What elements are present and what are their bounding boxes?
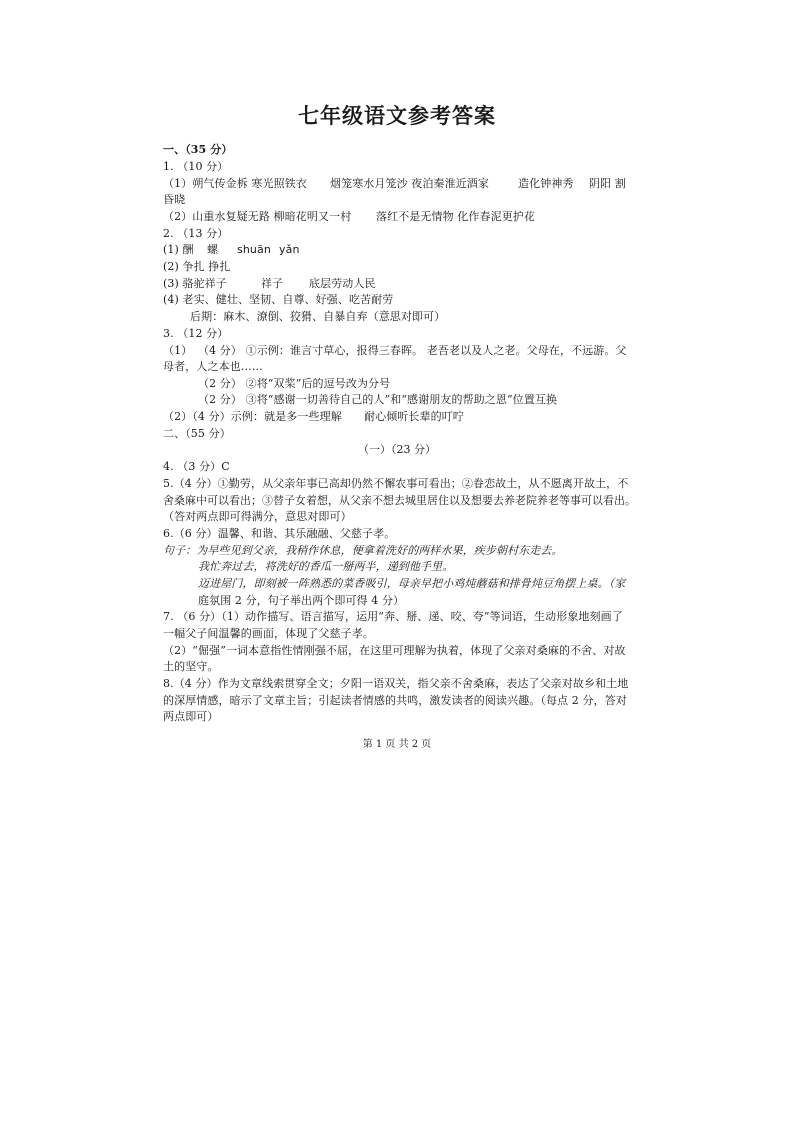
q5-line1: 5.（4 分）①勤劳，从父亲年事已高却仍然不懈农事可看出；②眷恋故土，从不愿离开故土，不 <box>163 477 629 490</box>
q2-item4-later: 后期：麻木、潦倒、狡猾、自暴自弃（意思对即可） <box>190 310 446 323</box>
q2-item1-b: 螺 <box>207 243 219 256</box>
q6-line5: 庭氛围 2 分，句子举出两个即可得 4 分） <box>198 594 405 607</box>
page-title: 七年级语文参考答案 <box>298 103 496 128</box>
q1-line2-part-a: （2）山重水复疑无路 柳暗花明又一村 <box>163 210 352 223</box>
q6-line1: 6.（6 分）温馨、和谐、其乐融融、父慈子孝。 <box>163 527 396 540</box>
q2-item4: (4) 老实、健壮、坚韧、自尊、好强、吃苦耐劳 <box>163 293 394 306</box>
q1-heading: 1. （10 分） <box>163 160 229 173</box>
q1-line1-part-d: 阴阳 割 <box>589 177 626 190</box>
q7-line3: （2）“倔强”一词本意指性情刚强不屈，在这里可理解为执着，体现了父亲对桑麻的不舍、对故 <box>163 644 626 657</box>
q2-item2: (2) 争扎 挣扎 <box>163 260 231 273</box>
q3-heading: 3. （12 分） <box>163 327 229 340</box>
q3-part1-label: （1） <box>163 344 193 357</box>
q2-item1-pinyin-1: shuān <box>237 243 271 256</box>
q2-item3-c: 底层劳动人民 <box>309 277 376 290</box>
q2-item1-a: (1) 酬 <box>163 243 194 256</box>
section-2-subheader: （一）（23 分） <box>358 443 436 456</box>
q3-part1-line2: （2 分） ②将“双桨”后的逗号改为分号 <box>198 377 391 390</box>
q8-line1: 8.（4 分）作为文章线索贯穿全文；夕阳一语双关，指父亲不舍桑麻，表达了父亲对故乡和土地 <box>163 677 629 690</box>
q1-line2-part-b: 落红不是无情物 化作春泥更护花 <box>376 210 535 223</box>
q6-line2: 句子：为早些见到父亲，我稍作休息，便拿着洗好的两样水果，疾步朝村东走去。 <box>163 544 563 557</box>
section-2-header: 二、（55 分） <box>163 427 231 440</box>
q3-part2-a: （2）（4 分）示例：就是多一些理解 <box>163 410 342 423</box>
page-footer: 第 1 页 共 2 页 <box>362 739 432 750</box>
q3-part1-line1: （4 分） ①示例：谁言寸草心，报得三春晖。 老吾老以及人之老。父母在，不远游。父 <box>198 344 627 357</box>
q3-part1-line3: （2 分） ③将“感谢一切善待自己的人”和“感谢朋友的帮助之恩”位置互换 <box>198 393 558 406</box>
q4-answer: 4. （3 分）C <box>163 460 230 473</box>
q7-line4: 土的坚守。 <box>163 660 219 673</box>
q2-item3-b: 祥子 <box>261 277 284 290</box>
q2-heading: 2. （13 分） <box>163 227 229 240</box>
q5-line3: （答对两点即可得满分，意思对即可） <box>163 510 352 523</box>
q3-part2-b: 耐心倾听长辈的叮咛 <box>364 410 464 423</box>
q1-line1-part-a: （1）朔气传金柝 寒光照铁衣 <box>163 177 307 190</box>
q1-line1-part-c: 造化钟神秀 <box>518 177 574 190</box>
q2-item3-a: (3) 骆驼祥子 <box>163 277 227 290</box>
q5-line2: 舍桑麻中可以看出；③替子女着想，从父亲不想去城里居住以及想要去养老院养老等事可以看出。 <box>163 494 637 507</box>
q2-item1-pinyin-2: yǎn <box>279 243 300 256</box>
q1-line1-wrap: 昏晓 <box>163 193 186 206</box>
q7-line1: 7. （6 分）（1）动作描写、语言描写，运用“奔、掰、递、咬、夸”等词语，生动形象地刻画了 <box>163 610 623 623</box>
q3-part1-line1-wrap: 母者，人之本也…… <box>163 360 263 373</box>
q6-line4: 迈进屋门，即刻被一阵熟悉的菜香吸引，母亲早把小鸡炖蘑菇和排骨炖豆角摆上桌。（家 <box>198 577 626 590</box>
q8-line3: 两点即可） <box>163 710 219 723</box>
q8-line2: 的深厚情感，暗示了文章主旨；引起读者情感的共鸣，激发读者的阅读兴趣。（每点 2 分，答对 <box>163 694 627 707</box>
section-1-header: 一、（35 分） <box>163 143 233 156</box>
q1-line1-part-b: 烟笼寒水月笼沙 夜泊秦淮近酒家 <box>330 177 489 190</box>
q6-line3: 我忙奔过去，将洗好的香瓜一掰两半，递到他手里。 <box>198 560 454 573</box>
q7-line2: 一幅父子间温馨的画面，体现了父慈子孝。 <box>163 627 374 640</box>
